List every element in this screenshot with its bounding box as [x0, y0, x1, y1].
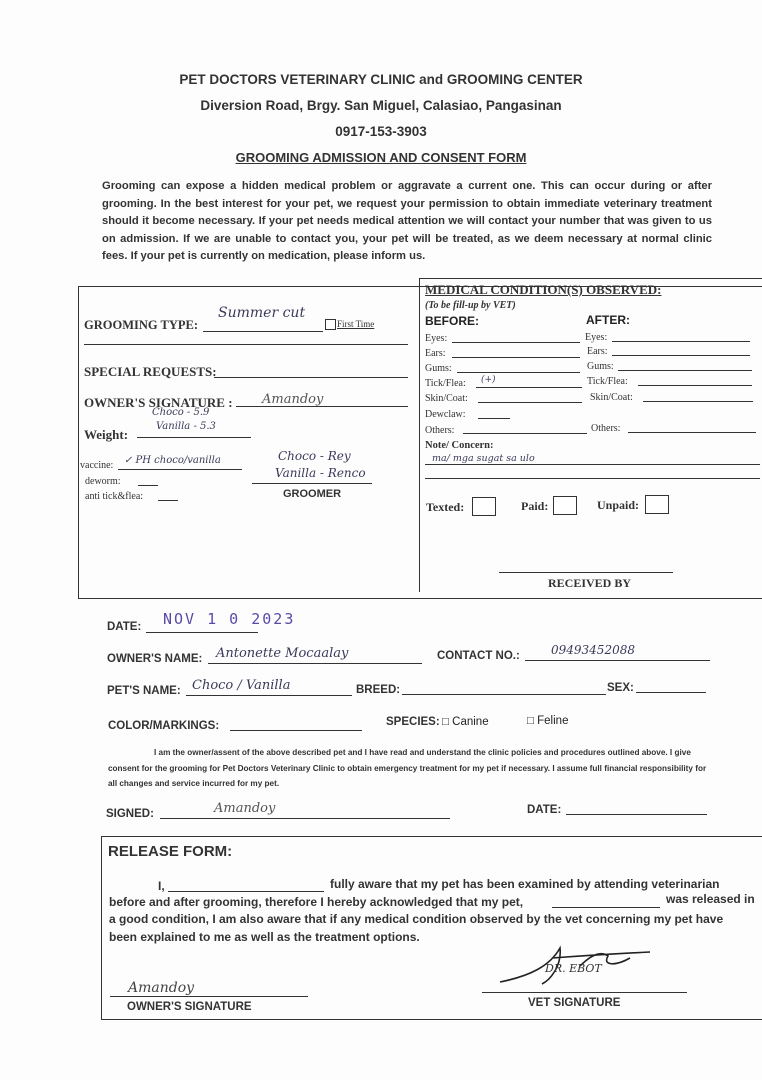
before-skincoat: Skin/Coat:: [425, 393, 468, 404]
note-value[interactable]: ma/ mga sugat sa ulo: [432, 453, 535, 464]
signed-signature[interactable]: Amandoy: [214, 801, 276, 816]
medical-subtitle: (To be fill-up by VET): [425, 300, 516, 311]
consent-paragraph: I am the owner/assent of the above described pet and I have read and understand the clinic policies and procedures outlined above. I give consent for the grooming for Pet Doctors Veterinary Clinic to obtain emergency treatment for my pet if necessary. I assume full financial responsibility for all changes and service incurred for my pet.: [108, 748, 707, 788]
grooming-type-label: GROOMING TYPE:: [84, 318, 199, 332]
first-time-label: First Time: [337, 319, 375, 329]
after-eyes: Eyes:: [585, 332, 608, 343]
after-ears: Ears:: [587, 346, 608, 357]
deworm-label: deworm:: [85, 476, 121, 487]
release-line3: a good condition, I am also aware that if any medical condition observed by the vet concerning my pet have: [109, 912, 724, 926]
weight-choco: Choco - 5.9: [152, 407, 210, 418]
groomer-vanilla: Vanilla - Renco: [275, 466, 366, 480]
groomer-label: GROOMER: [283, 488, 342, 500]
pet-name-value[interactable]: Choco / Vanilla: [192, 678, 291, 693]
vet-signature-label: VET SIGNATURE: [528, 997, 621, 1009]
release-line1: fully aware that my pet has been examined by attending veterinarian: [330, 877, 720, 891]
sex-label: SEX:: [607, 682, 634, 694]
species-feline-option[interactable]: □ Feline: [527, 715, 569, 727]
after-tickflea: Tick/Flea:: [587, 376, 628, 387]
texted-checkbox[interactable]: [472, 497, 496, 516]
vaccine-label: vaccine:: [80, 460, 114, 471]
unpaid-checkbox[interactable]: [645, 495, 669, 514]
clinic-phone: 0917-153-3903: [335, 124, 427, 139]
release-title: RELEASE FORM:: [108, 843, 233, 860]
after-heading: AFTER:: [586, 313, 630, 327]
owner-name-value[interactable]: Antonette Mocaalay: [216, 646, 349, 661]
weight-label: Weight:: [84, 427, 129, 442]
color-markings-label: COLOR/MARKINGS:: [108, 720, 220, 732]
weight-vanilla: Vanilla - 5.3: [156, 421, 216, 432]
before-heading: BEFORE:: [425, 314, 479, 328]
received-by-label: RECEIVED BY: [548, 576, 632, 590]
groomer-choco: Choco - Rey: [278, 449, 351, 463]
after-skincoat: Skin/Coat:: [590, 392, 633, 403]
owner-signature-value[interactable]: Amandoy: [262, 392, 324, 407]
species-canine-option[interactable]: □ Canine: [442, 716, 489, 728]
medical-title: MEDICAL CONDITION(S) OBSERVED:: [425, 282, 662, 297]
signed-label: SIGNED:: [106, 808, 154, 820]
species-label: SPECIES:: [386, 716, 440, 728]
date-label: DATE:: [107, 621, 142, 633]
release-line4: been explained to me as well as the treatment options.: [109, 930, 420, 944]
intro-paragraph: Grooming can expose a hidden medical problem or aggravate a current one. This can occur during or after grooming. In the best interest for your pet, we request your permission to obtain immediate veterinary treatment should it become necessary. If your pet needs medical attention we will contact your number that was given to us on admission. If we are unable to contact you, your pet will be treated, as we deem necessary at normal clinic fees. If your pet is currently on medication, please inform us.: [102, 180, 712, 262]
antitick-label: anti tick&flea:: [85, 491, 144, 502]
first-time-checkbox[interactable]: [325, 319, 336, 330]
paid-label: Paid:: [521, 499, 549, 513]
date-stamp: NOV 1 0 2023: [163, 610, 296, 628]
unpaid-label: Unpaid:: [597, 498, 640, 512]
special-requests-label: SPECIAL REQUESTS:: [84, 364, 217, 379]
before-gums: Gums:: [425, 363, 452, 374]
before-eyes: Eyes:: [425, 333, 448, 344]
clinic-address: Diversion Road, Brgy. San Miguel, Calasiao, Pangasinan: [200, 98, 562, 113]
signed-date-label: DATE:: [527, 804, 562, 816]
before-others: Others:: [425, 425, 455, 436]
form-title: GROOMING ADMISSION AND CONSENT FORM: [235, 150, 527, 165]
grooming-type-value[interactable]: Summer cut: [218, 305, 306, 321]
release-owner-signature[interactable]: Amandoy: [128, 980, 195, 996]
paid-checkbox[interactable]: [553, 496, 577, 515]
release-line2b: was released in: [666, 892, 755, 906]
breed-label: BREED:: [356, 684, 401, 696]
release-i: I,: [158, 879, 165, 893]
after-gums: Gums:: [587, 361, 614, 372]
owner-signature-label: OWNER'S SIGNATURE: [127, 1001, 252, 1013]
owner-signature-label: OWNER'S SIGNATURE :: [84, 395, 233, 410]
contact-label: CONTACT NO.:: [437, 650, 520, 662]
after-others: Others:: [591, 423, 621, 434]
clinic-name: PET DOCTORS VETERINARY CLINIC and GROOMING CENTER: [179, 72, 583, 87]
pet-name-label: PET'S NAME:: [107, 685, 181, 697]
release-line2a: before and after grooming, therefore I hereby acknowledged that my pet,: [109, 895, 524, 909]
contact-value[interactable]: 09493452088: [551, 643, 635, 657]
tickflea-mark: (+): [481, 375, 496, 385]
owner-name-label: OWNER'S NAME:: [107, 653, 203, 665]
before-tickflea: Tick/Flea:: [425, 378, 466, 389]
vet-signature-name: DR. EBOT: [545, 962, 602, 975]
vaccine-value[interactable]: ✓ PH choco/vanilla: [124, 455, 221, 466]
texted-label: Texted:: [426, 500, 465, 514]
before-ears: Ears:: [425, 348, 446, 359]
before-dewclaw: Dewclaw:: [425, 409, 466, 420]
note-label: Note/ Concern:: [425, 440, 494, 451]
